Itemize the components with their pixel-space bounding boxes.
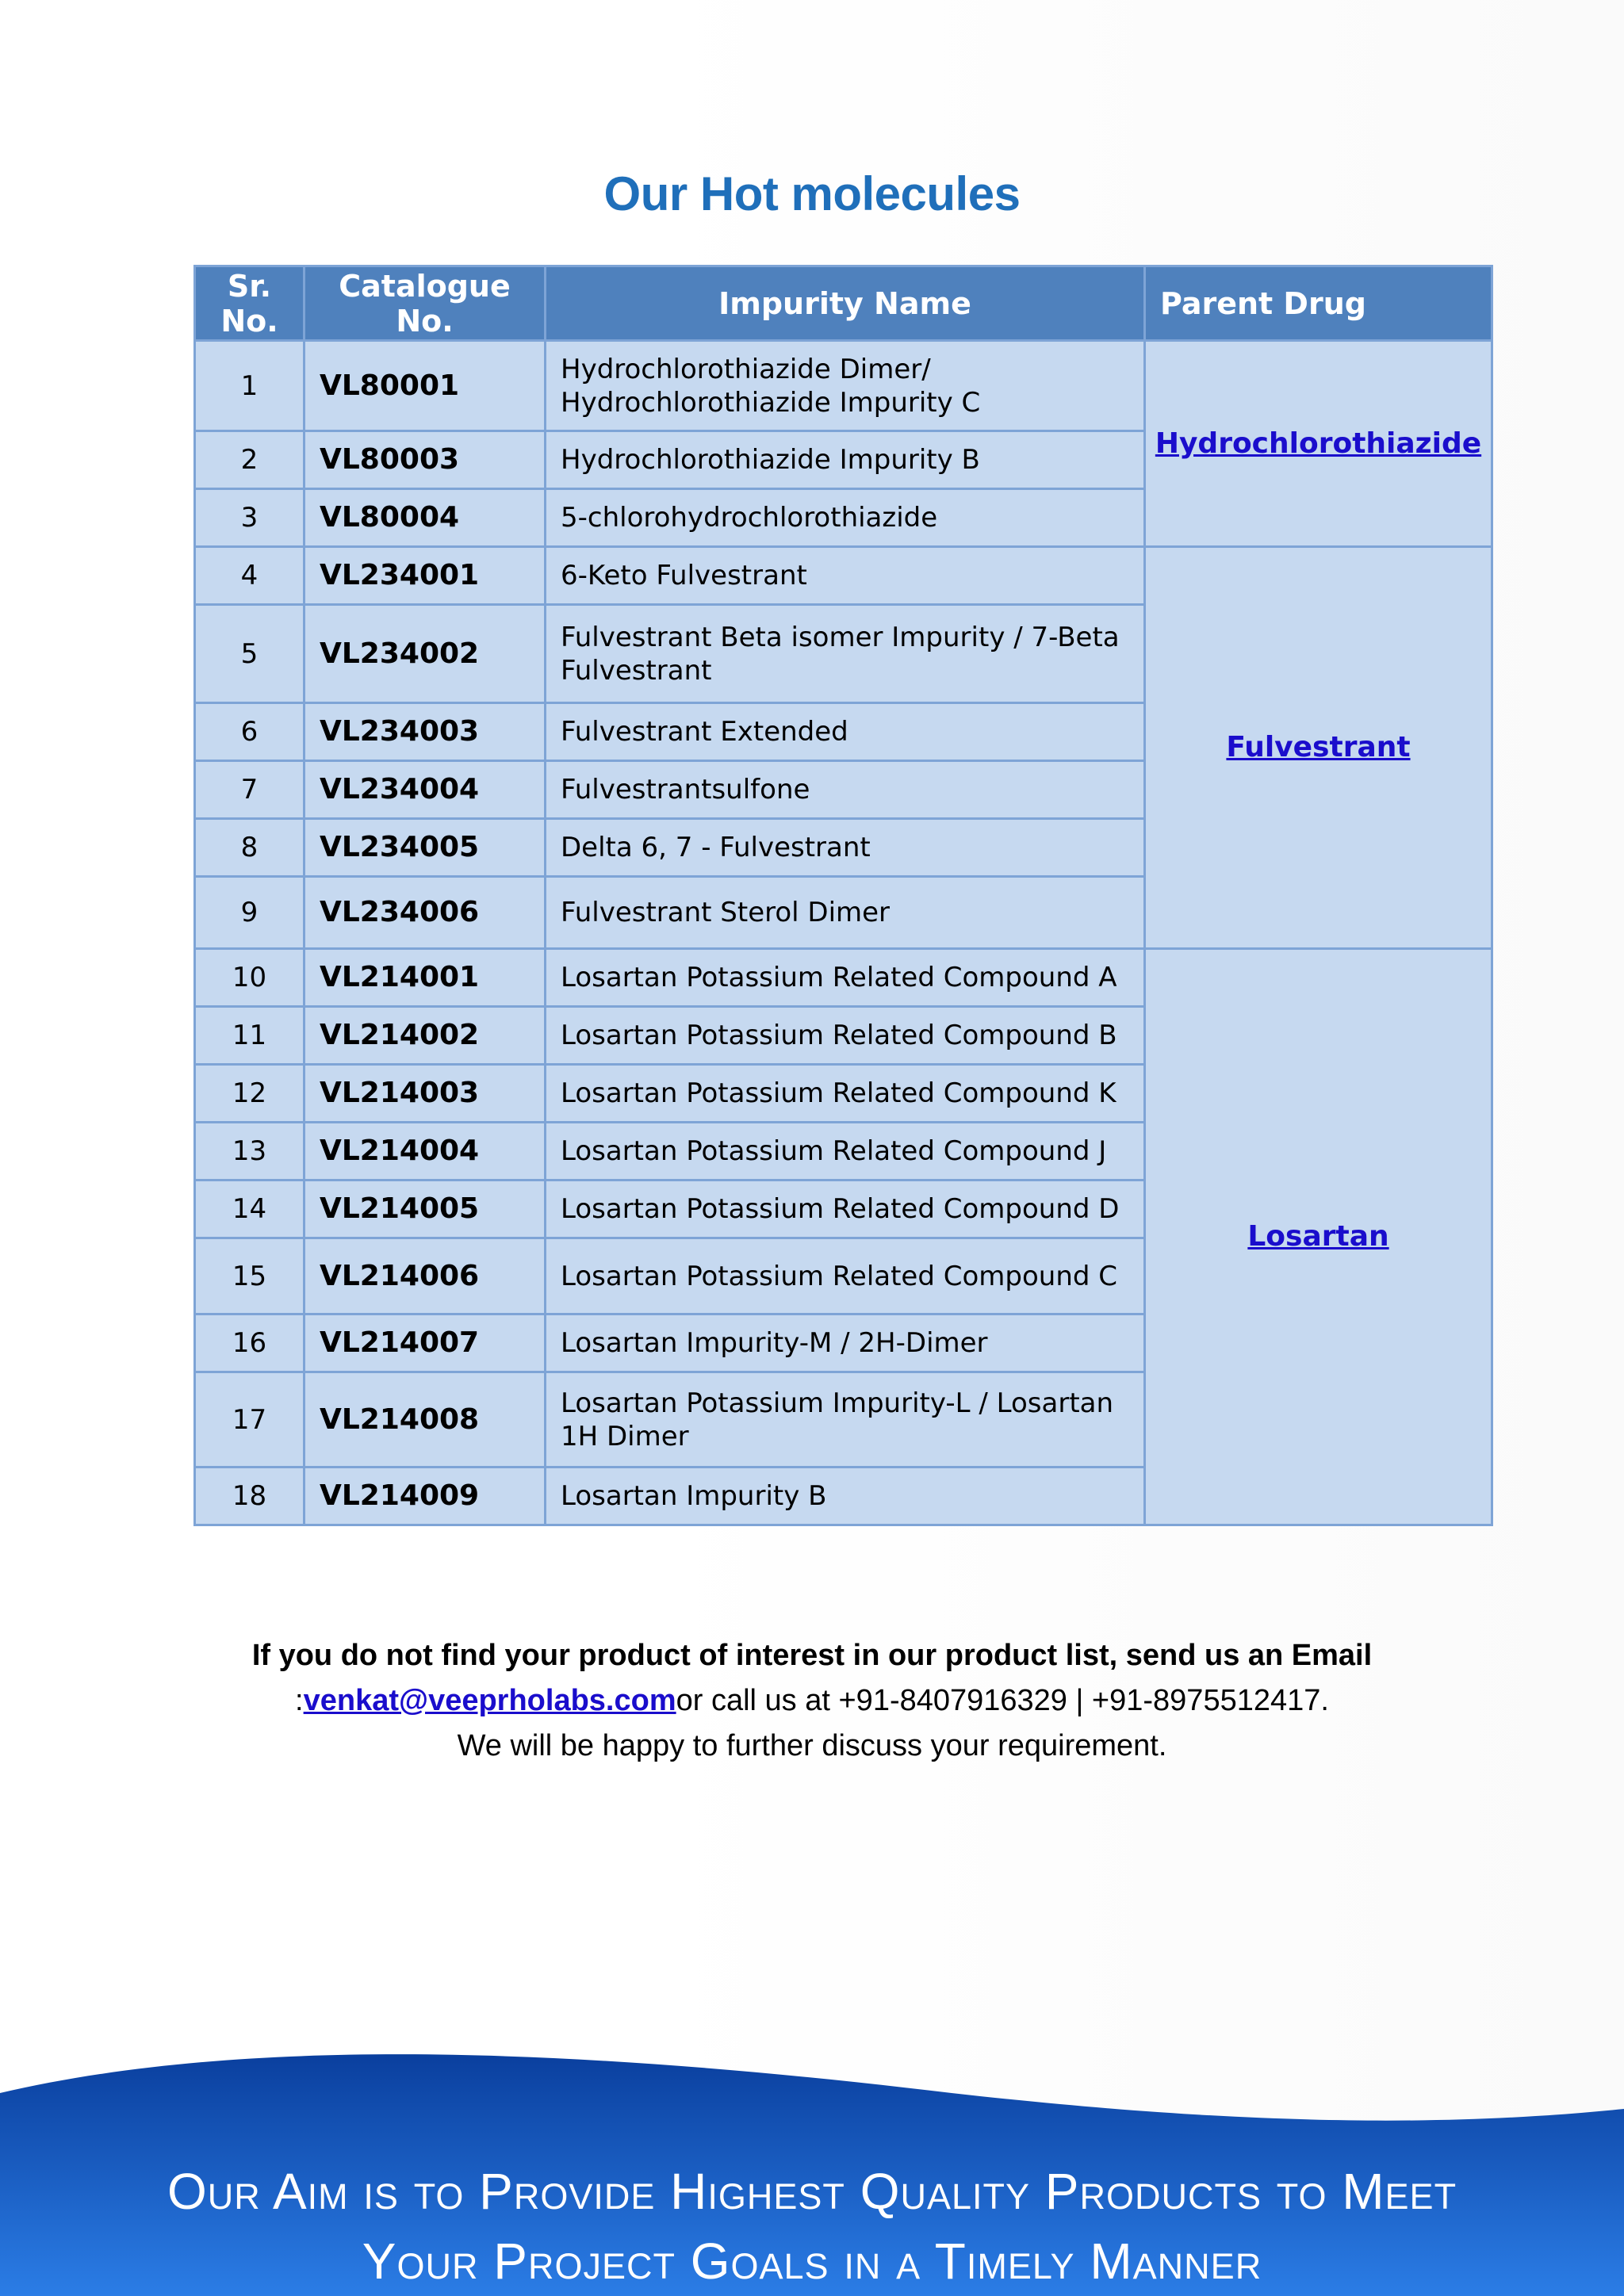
table-row	[195, 547, 1492, 605]
cell-impurity-name: Hydrochlorothiazide Impurity B	[546, 431, 1145, 489]
cell-impurity-name: Losartan Potassium Related Compound B	[546, 1007, 1145, 1065]
cell-sr-no: 9	[195, 877, 304, 949]
cell-sr-no: 18	[195, 1468, 304, 1525]
cell-sr-no: 16	[195, 1314, 304, 1372]
contact-phone-text: or call us at +91-8407916329 | +91-8975512417.	[676, 1684, 1329, 1717]
cell-catalogue-no: VL214002	[304, 1007, 546, 1065]
cell-impurity-name: Fulvestrantsulfone	[546, 761, 1145, 819]
cell-impurity-name: Fulvestrant Extended	[546, 703, 1145, 761]
cell-catalogue-no: VL214003	[304, 1065, 546, 1123]
contact-note-line1: If you do not find your product of interest in our product list, send us an Email	[251, 1639, 1373, 1672]
cell-catalogue-no: VL214007	[304, 1314, 546, 1372]
cell-sr-no: 4	[195, 547, 304, 605]
cell-sr-no: 2	[195, 431, 304, 489]
parent-drug-link[interactable]: Fulvestrant	[1226, 731, 1411, 763]
cell-impurity-name: Fulvestrant Beta isomer Impurity / 7-Beta Fulvestrant	[546, 605, 1145, 703]
cell-catalogue-no: VL234003	[304, 703, 546, 761]
parent-drug-link[interactable]: Hydrochlorothiazide	[1155, 427, 1482, 460]
cell-catalogue-no: VL80003	[304, 431, 546, 489]
contact-note	[0, 1633, 1624, 1769]
cell-catalogue-no: VL214008	[304, 1372, 546, 1468]
email-link[interactable]: venkat@veeprholabs.com	[303, 1684, 676, 1717]
cell-sr-no: 6	[195, 703, 304, 761]
cell-catalogue-no: VL234006	[304, 877, 546, 949]
cell-sr-no: 14	[195, 1181, 304, 1238]
cell-catalogue-no: VL214004	[304, 1123, 546, 1181]
cell-catalogue-no: VL234005	[304, 819, 546, 877]
cell-catalogue-no: VL214005	[304, 1181, 546, 1238]
cell-catalogue-no: VL214009	[304, 1468, 546, 1525]
cell-parent-drug	[1145, 949, 1492, 1525]
cell-impurity-name: Losartan Potassium Related Compound C	[546, 1238, 1145, 1314]
slogan	[0, 2156, 1624, 2296]
cell-impurity-name: Losartan Potassium Related Compound J	[546, 1123, 1145, 1181]
cell-impurity-name: 6-Keto Fulvestrant	[546, 547, 1145, 605]
cell-sr-no: 1	[195, 341, 304, 431]
cell-impurity-name: Losartan Potassium Related Compound K	[546, 1065, 1145, 1123]
cell-sr-no: 8	[195, 819, 304, 877]
cell-catalogue-no: VL234001	[304, 547, 546, 605]
header-impurity-name: Impurity Name	[546, 266, 1145, 341]
cell-catalogue-no: VL80004	[304, 489, 546, 547]
table-row	[195, 949, 1492, 1007]
cell-impurity-name: Losartan Potassium Related Compound A	[546, 949, 1145, 1007]
cell-sr-no: 11	[195, 1007, 304, 1065]
cell-catalogue-no: VL234004	[304, 761, 546, 819]
parent-drug-link[interactable]: Losartan	[1247, 1220, 1389, 1253]
cell-sr-no: 3	[195, 489, 304, 547]
cell-parent-drug	[1145, 341, 1492, 547]
cell-catalogue-no: VL214001	[304, 949, 546, 1007]
cell-impurity-name: Fulvestrant Sterol Dimer	[546, 877, 1145, 949]
cell-sr-no: 17	[195, 1372, 304, 1468]
cell-impurity-name: Losartan Impurity B	[546, 1468, 1145, 1525]
cell-impurity-name: Delta 6, 7 - Fulvestrant	[546, 819, 1145, 877]
cell-sr-no: 15	[195, 1238, 304, 1314]
contact-colon: :	[295, 1684, 304, 1717]
cell-parent-drug	[1145, 547, 1492, 949]
cell-impurity-name: Losartan Potassium Impurity-L / Losartan 1H Dimer	[546, 1372, 1145, 1468]
contact-note-line2	[0, 1678, 1624, 1724]
header-parent-drug: Parent Drug	[1145, 266, 1492, 341]
cell-sr-no: 12	[195, 1065, 304, 1123]
cell-impurity-name: Losartan Impurity-M / 2H-Dimer	[546, 1314, 1145, 1372]
header-catalogue-no: Catalogue No.	[304, 266, 546, 341]
cell-impurity-name: Hydrochlorothiazide Dimer/ Hydrochlorothiazide Impurity C	[546, 341, 1145, 431]
page-title: Our Hot molecules	[603, 167, 1021, 220]
cell-catalogue-no: VL234002	[304, 605, 546, 703]
slogan-line2: Your Project Goals in a Timely Manner	[362, 2233, 1262, 2290]
contact-note-line3: We will be happy to further discuss your requirement.	[457, 1729, 1167, 1762]
cell-sr-no: 5	[195, 605, 304, 703]
slogan-line1: Our Aim is to Provide Highest Quality Products to Meet	[167, 2163, 1457, 2220]
cell-impurity-name: Losartan Potassium Related Compound D	[546, 1181, 1145, 1238]
cell-sr-no: 10	[195, 949, 304, 1007]
molecules-table	[193, 265, 1493, 1526]
cell-catalogue-no: VL214006	[304, 1238, 546, 1314]
header-sr-no: Sr. No.	[195, 266, 304, 341]
cell-sr-no: 7	[195, 761, 304, 819]
table-row	[195, 341, 1492, 431]
cell-impurity-name: 5-chlorohydrochlorothiazide	[546, 489, 1145, 547]
table-header-row	[195, 266, 1492, 341]
cell-sr-no: 13	[195, 1123, 304, 1181]
cell-catalogue-no: VL80001	[304, 341, 546, 431]
